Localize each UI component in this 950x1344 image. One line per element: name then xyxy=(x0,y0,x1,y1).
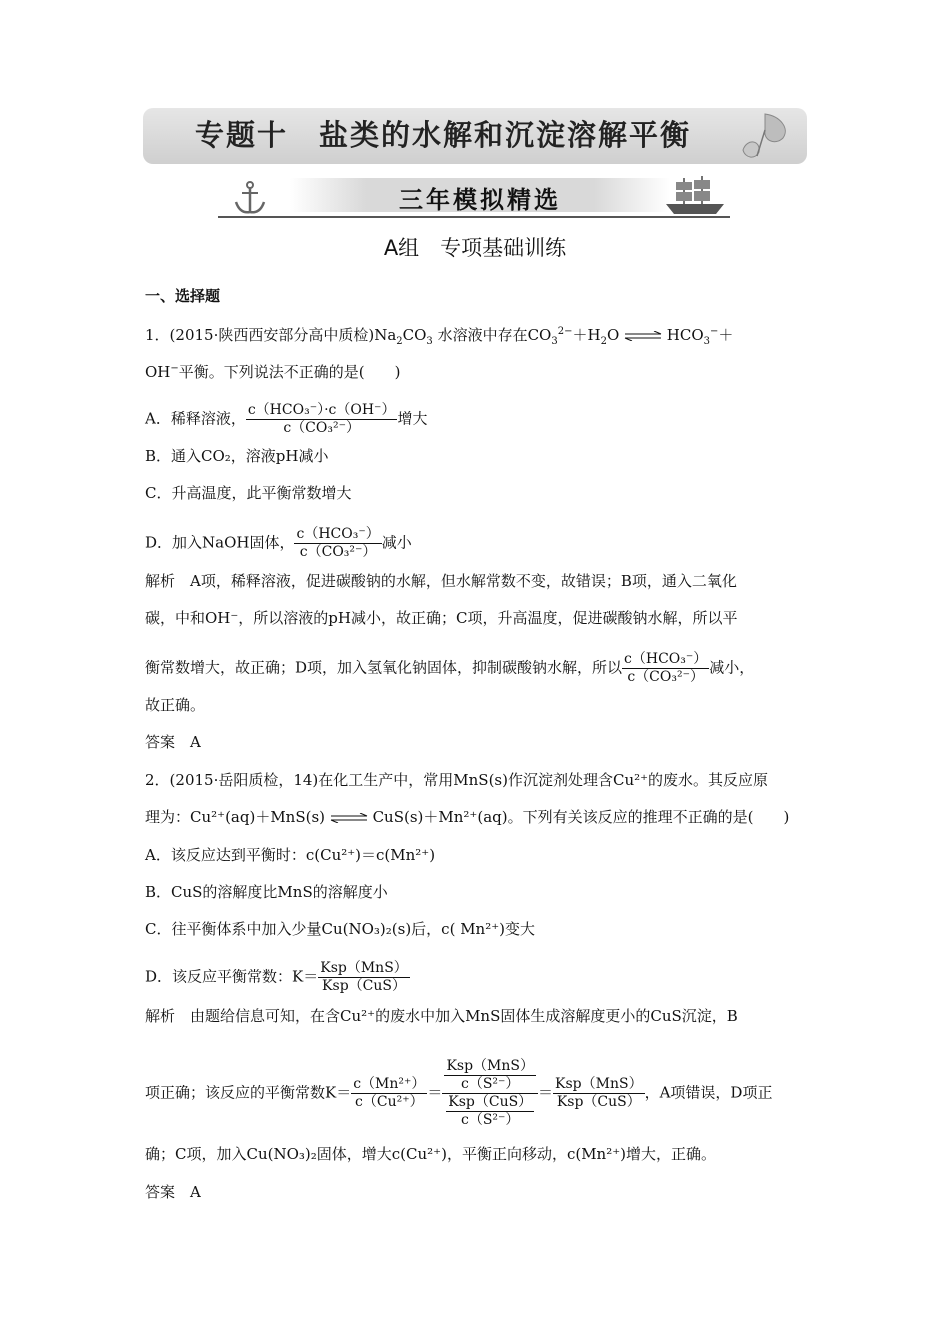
q1-option-b: B．通入CO₂，溶液pH减小 xyxy=(145,447,329,465)
anchor-icon xyxy=(230,180,270,216)
fraction-denominator: c（CO₃²⁻） xyxy=(299,544,377,560)
q1-option-a-suffix: 增大 xyxy=(397,409,428,428)
q2-explanation-line2-text: 项正确；该反应的平衡常数K＝ xyxy=(145,1083,352,1102)
q2-answer: 答案 A xyxy=(145,1183,201,1201)
fraction-denominator: c（Cu²⁺） xyxy=(355,1094,424,1110)
q2-option-d xyxy=(145,960,410,995)
q1-stem-text-b: 水溶液中存在CO xyxy=(437,326,552,344)
q1-explanation-fraction xyxy=(622,651,709,686)
q2-stem-line2 xyxy=(145,807,789,827)
q1-option-a-fraction xyxy=(246,402,398,437)
q2-fraction-3 xyxy=(553,1076,645,1111)
header-rule xyxy=(218,216,730,218)
q2-explanation-line2: 项正确；该反应的平衡常数K＝ $\frac{\text{c（Mn²⁺）}}{\text{c（Cu²⁺）}}$ ＝ $\frac{\frac{\text{Ksp（MnS）}}{\text{c（S²⁻）}}}{\frac{\text{Ksp（CuS）}}{\text{c（S²⁻）}}}$ ＝ $\frac{\text{Ksp（MnS）}}{\text{Ksp（CuS）}}$ ，A项错误，D项正 xyxy=(145,1058,773,1128)
leaf-decoration-icon xyxy=(735,110,795,162)
compound-numerator xyxy=(442,1058,538,1094)
q1-option-d xyxy=(145,526,412,561)
q1-option-d-label: D．加入NaOH固体， xyxy=(145,533,295,552)
q2-stem-line2-suffix: CuS(s)＋Mn²⁺(aq)。下列有关该反应的推理不正确的是( ) xyxy=(372,808,790,826)
q1-explanation-line3-suffix: 减小， xyxy=(709,658,755,677)
equilibrium-arrow-icon xyxy=(330,813,368,823)
q1-stem-line2: OH−平衡。下列说法不正确的是( ) xyxy=(145,363,401,381)
fraction-numerator: Ksp（MnS） xyxy=(446,1058,534,1074)
q1-option-c: C．升高温度，此平衡常数增大 xyxy=(145,484,352,502)
compound-denominator xyxy=(442,1094,538,1129)
equilibrium-arrow-icon xyxy=(624,331,662,341)
q1-stem-line1: 1．(2015·陕西西安部分高中质检)$Na_2CO_3$ 水溶液中存在$CO_3^{2-}+H_2O$ $HCO_3^-+$ xyxy=(145,326,734,347)
ship-icon xyxy=(660,174,730,216)
fraction-numerator: Ksp（MnS） xyxy=(320,960,408,976)
fraction-denominator: Ksp（CuS） xyxy=(322,978,406,994)
q2-option-c: C．往平衡体系中加入少量Cu(NO₃)₂(s)后，c( Mn²⁺)变大 xyxy=(145,920,535,938)
q2-option-d-label: D．该反应平衡常数：K＝ xyxy=(145,967,319,986)
q1-explanation-line3 xyxy=(145,651,754,686)
q2-stem-line2-text: 理为：Cu²⁺(aq)＋MnS(s) xyxy=(145,808,326,826)
q1-explanation-line3-text: 衡常数增大，故正确；D项，加入氢氧化钠固体，抑制碳酸钠水解，所以 xyxy=(145,658,623,677)
fraction-denominator: c（CO₃²⁻） xyxy=(627,669,704,685)
q2-option-d-fraction xyxy=(318,960,410,995)
q2-fraction-1 xyxy=(351,1076,427,1111)
fraction-numerator: c（HCO₃⁻） xyxy=(624,651,708,667)
fraction-denominator: c（S²⁻） xyxy=(461,1076,520,1092)
q1-answer: 答案 A xyxy=(145,733,201,751)
fraction-numerator: Ksp（CuS） xyxy=(448,1094,533,1110)
q2-stem-line1: 2．(2015·岳阳质检，14)在化工生产中，常用MnS(s)作沉淀剂处理含Cu²⁺的废水。其反应原 xyxy=(145,771,769,789)
fraction-numerator: c（HCO₃⁻）·c（OH⁻） xyxy=(247,402,396,418)
fraction-denominator: Ksp（CuS） xyxy=(556,1094,641,1110)
q1-option-d-suffix: 减小 xyxy=(381,533,412,552)
q2-explanation-line2-suffix: ，A项错误，D项正 xyxy=(644,1083,773,1102)
page-title: 专题十 盐类的水解和沉淀溶解平衡 xyxy=(194,118,691,152)
fraction-denominator: c（S²⁻） xyxy=(461,1112,520,1128)
section-heading: 一、选择题 xyxy=(145,287,221,305)
subtitle: 三年模拟精选 xyxy=(399,186,561,214)
fraction-numerator: Ksp（MnS） xyxy=(555,1076,643,1092)
q1-explanation-line2: 碳，中和OH⁻，所以溶液的pH减小，故正确；C项，升高温度，促进碳酸钠水解，所以平 xyxy=(145,609,738,627)
fraction-numerator: c（HCO₃⁻） xyxy=(296,526,380,542)
q1-option-d-fraction xyxy=(294,526,381,561)
q2-explanation-line3: 确；C项，加入Cu(NO₃)₂固体，增大c(Cu²⁺)，平衡正向移动，c(Mn²⁺)增大，正确。 xyxy=(145,1145,716,1163)
q2-option-a: A．该反应达到平衡时：c(Cu²⁺)＝c(Mn²⁺) xyxy=(145,846,436,864)
q1-explanation-line4: 故正确。 xyxy=(145,696,206,714)
q2-fraction-2 xyxy=(442,1058,538,1129)
q1-stem-text-d: 平衡。下列说法不正确的是( ) xyxy=(178,363,401,381)
q1-explanation-line1: 解析 A项，稀释溶液，促进碳酸钠的水解，但水解常数不变，故错误；B项，通入二氧化 xyxy=(145,572,737,590)
q1-option-a xyxy=(145,402,427,437)
fraction-denominator: c（CO₃²⁻） xyxy=(283,420,360,436)
q1-stem-text-a: 1．(2015·陕西西安部分高中质检)Na xyxy=(145,326,397,344)
q1-option-a-label: A．稀释溶液， xyxy=(145,409,246,428)
q1-stem-text-c: OH xyxy=(145,363,171,381)
q2-option-b: B．CuS的溶解度比MnS的溶解度小 xyxy=(145,883,388,901)
fraction-numerator: c（Mn²⁺） xyxy=(353,1076,426,1092)
q2-explanation-line1: 解析 由题给信息可知，在含Cu²⁺的废水中加入MnS固体生成溶解度更小的CuS沉淀，B xyxy=(145,1007,738,1025)
group-heading: A组 专项基础训练 xyxy=(383,236,567,260)
